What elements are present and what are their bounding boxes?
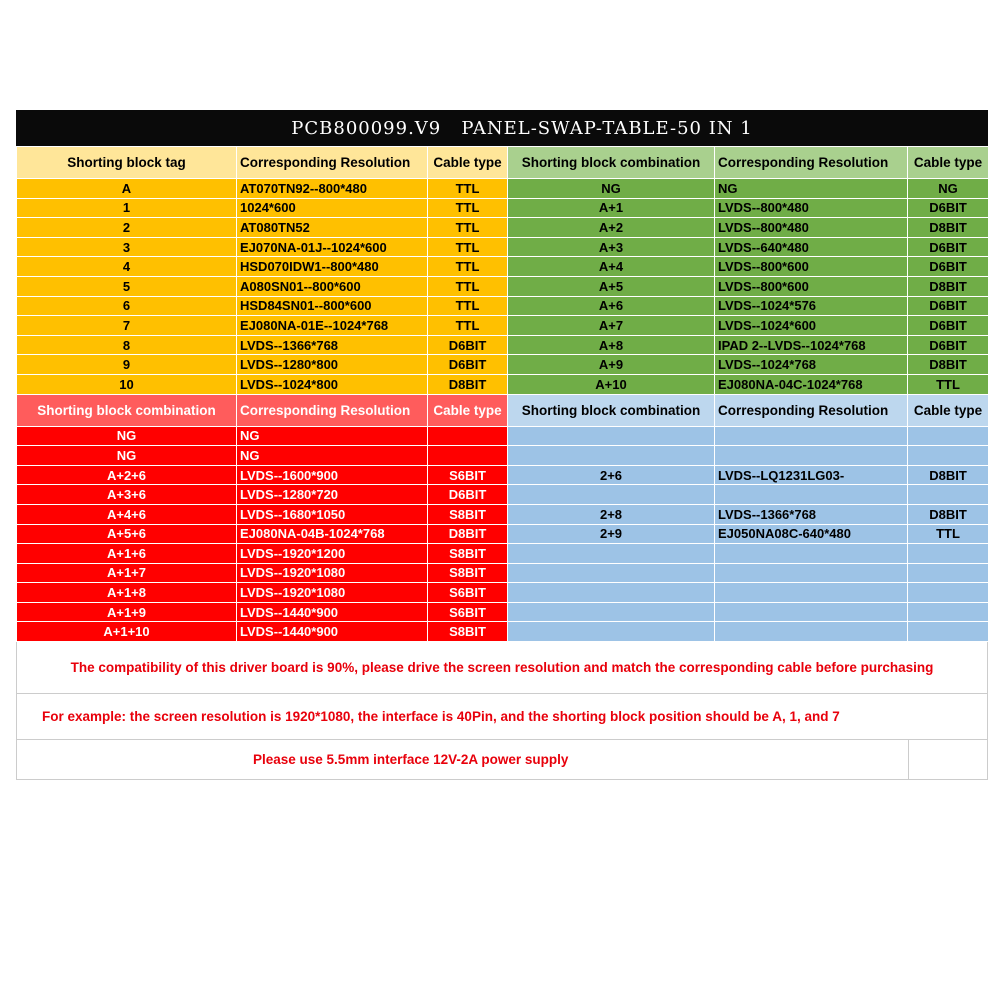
table-cell: TTL — [428, 198, 508, 218]
table-cell: S6BIT — [428, 602, 508, 622]
table-cell — [715, 622, 908, 642]
bottom-table-row — [17, 622, 989, 642]
table-cell: 1024*600 — [237, 198, 428, 218]
column-header: Corresponding Resolution — [715, 394, 908, 426]
table-cell: 1 — [17, 198, 237, 218]
bottom-table-row — [17, 446, 989, 466]
table-cell: 8 — [17, 335, 237, 355]
bottom-table-row — [17, 583, 989, 603]
panel-swap-table — [16, 146, 989, 642]
table-cell: LVDS--800*600 — [715, 257, 908, 277]
table-cell: 2 — [17, 218, 237, 238]
table-cell: LVDS--1680*1050 — [237, 504, 428, 524]
table-cell: LVDS--1024*576 — [715, 296, 908, 316]
table-cell: AT070TN92--800*480 — [237, 179, 428, 199]
top-table-row — [17, 374, 989, 394]
table-cell: LVDS--1600*900 — [237, 465, 428, 485]
table-cell: S8BIT — [428, 622, 508, 642]
top-table-row — [17, 218, 989, 238]
table-cell: TTL — [428, 237, 508, 257]
table-cell: A+5+6 — [17, 524, 237, 544]
column-header: Shorting block combination — [17, 394, 237, 426]
table-cell: A+6 — [508, 296, 715, 316]
compatibility-note: The compatibility of this driver board is 90%, please drive the screen resolution and match the corresponding cable before purchasing — [17, 642, 987, 694]
table-cell: D8BIT — [908, 355, 989, 375]
table-cell: NG — [508, 179, 715, 199]
table-cell — [508, 563, 715, 583]
top-table-row — [17, 237, 989, 257]
table-cell: S6BIT — [428, 465, 508, 485]
column-header: Cable type — [908, 394, 989, 426]
table-cell — [908, 446, 989, 466]
table-cell — [715, 563, 908, 583]
table-cell: LVDS--1366*768 — [715, 504, 908, 524]
table-cell: EJ080NA-01E--1024*768 — [237, 316, 428, 336]
table-cell: A+1 — [508, 198, 715, 218]
table-cell — [908, 563, 989, 583]
table-cell: LVDS--800*600 — [715, 276, 908, 296]
table-cell: D6BIT — [908, 335, 989, 355]
bottom-table-row — [17, 544, 989, 564]
table-cell: D8BIT — [428, 374, 508, 394]
sheet-title: PCB800099.V9 PANEL-SWAP-TABLE-50 IN 1 — [16, 110, 988, 146]
table-cell: 7 — [17, 316, 237, 336]
table-cell: A+4+6 — [17, 504, 237, 524]
table-cell: 2+9 — [508, 524, 715, 544]
table-cell: S8BIT — [428, 544, 508, 564]
table-cell: A+1+9 — [17, 602, 237, 622]
table-cell — [428, 426, 508, 446]
table-cell: TTL — [428, 179, 508, 199]
table-cell: 9 — [17, 355, 237, 375]
table-cell: A+7 — [508, 316, 715, 336]
table-cell: LVDS--800*480 — [715, 218, 908, 238]
top-table-row — [17, 179, 989, 199]
table-cell: EJ070NA-01J--1024*600 — [237, 237, 428, 257]
table-cell — [508, 544, 715, 564]
table-cell: LVDS--1024*768 — [715, 355, 908, 375]
column-header: Shorting block combination — [508, 147, 715, 179]
table-cell: S8BIT — [428, 504, 508, 524]
table-cell: TTL — [428, 257, 508, 277]
table-cell — [715, 583, 908, 603]
notes-section — [16, 642, 988, 780]
bottom-table-row — [17, 602, 989, 622]
top-table-row — [17, 198, 989, 218]
table-cell: LVDS--1024*800 — [237, 374, 428, 394]
table-cell: 2+6 — [508, 465, 715, 485]
table-cell: LVDS--640*480 — [715, 237, 908, 257]
table-cell: LVDS--1440*900 — [237, 622, 428, 642]
table-cell: D8BIT — [428, 524, 508, 544]
column-header: Corresponding Resolution — [715, 147, 908, 179]
table-cell: 6 — [17, 296, 237, 316]
table-cell — [508, 446, 715, 466]
table-cell: D6BIT — [908, 198, 989, 218]
table-cell — [508, 485, 715, 505]
table-cell: A+2+6 — [17, 465, 237, 485]
table-cell: A+1+6 — [17, 544, 237, 564]
table-cell: A+3+6 — [17, 485, 237, 505]
table-cell — [908, 485, 989, 505]
table-cell: A080SN01--800*600 — [237, 276, 428, 296]
table-cell: EJ080NA-04B-1024*768 — [237, 524, 428, 544]
top-table-row — [17, 257, 989, 277]
table-cell: D8BIT — [908, 465, 989, 485]
table-cell: LVDS--1366*768 — [237, 335, 428, 355]
table-cell — [508, 602, 715, 622]
bottom-table-row — [17, 504, 989, 524]
table-cell: TTL — [908, 524, 989, 544]
table-cell: LVDS--1920*1080 — [237, 583, 428, 603]
table-cell: IPAD 2--LVDS--1024*768 — [715, 335, 908, 355]
table-cell: LVDS--1024*600 — [715, 316, 908, 336]
table-cell: A+2 — [508, 218, 715, 238]
table-cell — [908, 602, 989, 622]
table-cell — [715, 602, 908, 622]
column-header: Corresponding Resolution — [237, 147, 428, 179]
table-cell: D6BIT — [908, 257, 989, 277]
table-cell: NG — [237, 446, 428, 466]
table-cell: TTL — [428, 296, 508, 316]
column-header: Corresponding Resolution — [237, 394, 428, 426]
table-cell: TTL — [428, 276, 508, 296]
bottom-table-row — [17, 524, 989, 544]
table-cell: NG — [908, 179, 989, 199]
table-cell — [908, 622, 989, 642]
table-cell: 10 — [17, 374, 237, 394]
column-header: Shorting block tag — [17, 147, 237, 179]
column-header: Cable type — [428, 147, 508, 179]
column-header: Cable type — [908, 147, 989, 179]
table-cell: A+9 — [508, 355, 715, 375]
table-cell: D6BIT — [908, 316, 989, 336]
table-cell: A+1+8 — [17, 583, 237, 603]
column-header: Shorting block combination — [508, 394, 715, 426]
table-cell — [428, 446, 508, 466]
column-header: Cable type — [428, 394, 508, 426]
table-cell: 3 — [17, 237, 237, 257]
table-cell — [715, 544, 908, 564]
table-cell: HSD84SN01--800*600 — [237, 296, 428, 316]
table-cell: NG — [17, 446, 237, 466]
bottom-table-row — [17, 426, 989, 446]
table-cell: EJ050NA08C-640*480 — [715, 524, 908, 544]
table-cell: LVDS--1280*720 — [237, 485, 428, 505]
top-header-row — [17, 147, 989, 179]
table-cell — [908, 544, 989, 564]
table-cell: LVDS--1440*900 — [237, 602, 428, 622]
table-cell: TTL — [428, 218, 508, 238]
top-table-row — [17, 335, 989, 355]
table-cell — [908, 583, 989, 603]
table-cell: HSD070IDW1--800*480 — [237, 257, 428, 277]
table-cell: A+8 — [508, 335, 715, 355]
table-cell: 4 — [17, 257, 237, 277]
table-cell: D6BIT — [428, 335, 508, 355]
table-cell — [508, 622, 715, 642]
table-cell: A+1+7 — [17, 563, 237, 583]
table-cell: NG — [17, 426, 237, 446]
table-cell: A+10 — [508, 374, 715, 394]
table-cell: A+4 — [508, 257, 715, 277]
power-supply-note: Please use 5.5mm interface 12V-2A power supply — [253, 752, 569, 768]
table-cell: TTL — [428, 316, 508, 336]
table-cell: S6BIT — [428, 583, 508, 603]
table-cell: NG — [237, 426, 428, 446]
example-note: For example: the screen resolution is 1920*1080, the interface is 40Pin, and the shorting block position should be A, 1, and 7 — [17, 694, 987, 740]
table-cell: A — [17, 179, 237, 199]
table-cell: EJ080NA-04C-1024*768 — [715, 374, 908, 394]
table-cell: LVDS--LQ1231LG03- — [715, 465, 908, 485]
table-cell: LVDS--1920*1080 — [237, 563, 428, 583]
table-cell — [508, 426, 715, 446]
table-cell — [715, 446, 908, 466]
table-cell: LVDS--1280*800 — [237, 355, 428, 375]
top-table-row — [17, 296, 989, 316]
table-cell: D8BIT — [908, 218, 989, 238]
table-cell: LVDS--800*480 — [715, 198, 908, 218]
cell-divider — [908, 740, 909, 779]
table-cell — [715, 485, 908, 505]
bottom-table-row — [17, 465, 989, 485]
table-cell: NG — [715, 179, 908, 199]
table-cell — [908, 426, 989, 446]
top-table-row — [17, 355, 989, 375]
top-table-row — [17, 316, 989, 336]
table-cell: AT080TN52 — [237, 218, 428, 238]
table-cell: A+3 — [508, 237, 715, 257]
table-cell: A+5 — [508, 276, 715, 296]
table-cell: A+1+10 — [17, 622, 237, 642]
table-cell — [715, 426, 908, 446]
bottom-header-row — [17, 394, 989, 426]
power-note-row — [17, 740, 987, 780]
table-cell: TTL — [908, 374, 989, 394]
table-cell: D8BIT — [908, 504, 989, 524]
table-cell: D6BIT — [428, 485, 508, 505]
bottom-table-row — [17, 485, 989, 505]
bottom-table-row — [17, 563, 989, 583]
table-cell: 2+8 — [508, 504, 715, 524]
table-cell: S8BIT — [428, 563, 508, 583]
table-cell: D6BIT — [428, 355, 508, 375]
table-cell: D8BIT — [908, 276, 989, 296]
top-table-row — [17, 276, 989, 296]
table-cell: D6BIT — [908, 237, 989, 257]
table-cell: LVDS--1920*1200 — [237, 544, 428, 564]
table-cell — [508, 583, 715, 603]
panel-swap-sheet — [16, 110, 988, 780]
table-cell: D6BIT — [908, 296, 989, 316]
table-cell: 5 — [17, 276, 237, 296]
